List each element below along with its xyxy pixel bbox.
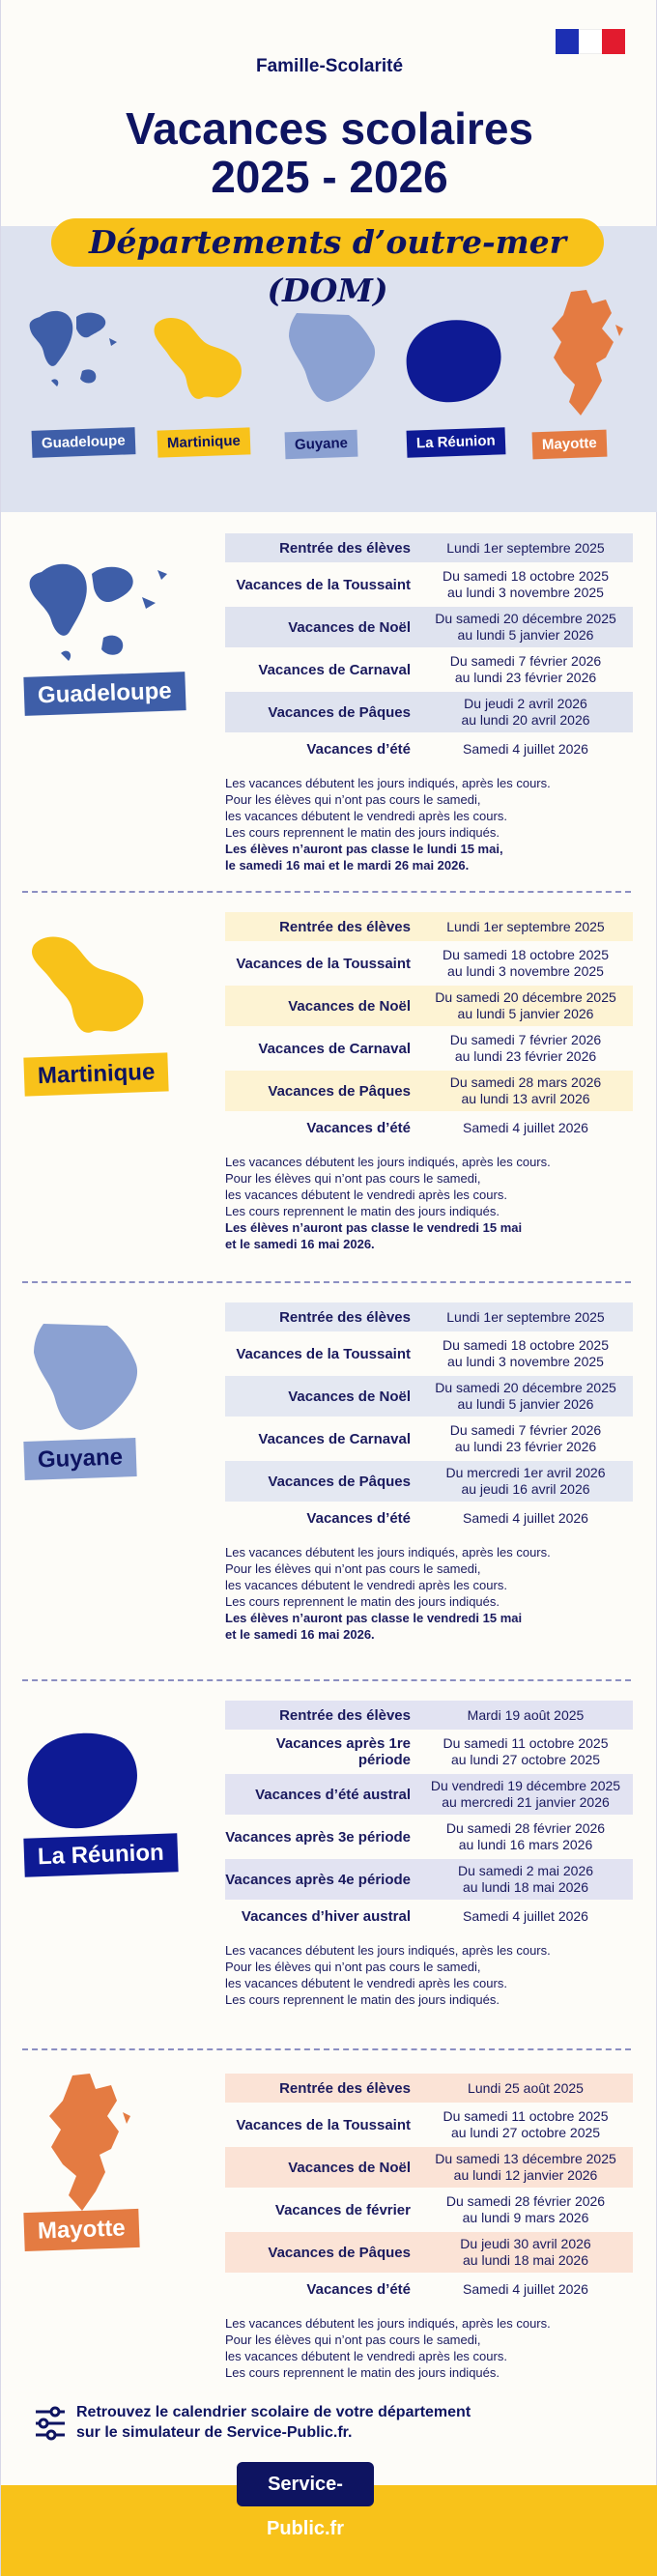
date-line: au lundi 9 mars 2026 bbox=[462, 2210, 589, 2225]
schedule-row bbox=[225, 2074, 633, 2103]
note-line: Les cours reprennent le matin des jours indiqués. bbox=[225, 1992, 500, 2007]
schedule-row bbox=[225, 1071, 633, 1111]
date-line: Du samedi 7 février 2026 bbox=[449, 1032, 602, 1047]
martinique-mini-map-icon bbox=[146, 311, 252, 408]
date-line: Du samedi 11 octobre 2025 bbox=[443, 1735, 609, 1751]
note-line-important: Les élèves n’auront pas classe le lundi 15 mai, bbox=[225, 842, 503, 856]
date-line: Du samedi 11 octobre 2025 bbox=[443, 2108, 609, 2124]
schedule-row bbox=[225, 1774, 633, 1815]
kicker-text: Famille-Scolarité bbox=[255, 56, 404, 76]
period-label: Vacances de Pâques bbox=[268, 703, 411, 721]
period-dates bbox=[418, 1337, 633, 1370]
note-line: les vacances débutent le vendredi après les cours. bbox=[225, 1188, 507, 1202]
schedule-row bbox=[225, 1113, 633, 1142]
period-dates bbox=[418, 1778, 633, 1811]
date-line: Du samedi 28 février 2026 bbox=[445, 2193, 606, 2209]
period-dates bbox=[418, 1820, 633, 1853]
section-notes bbox=[225, 2315, 641, 2381]
date-line: au lundi 5 janvier 2026 bbox=[457, 1006, 594, 1021]
note-line: Les cours reprennent le matin des jours indiqués. bbox=[225, 1204, 500, 1218]
date-line: au lundi 13 avril 2026 bbox=[461, 1091, 590, 1106]
date-line: Samedi 4 juillet 2026 bbox=[463, 1509, 588, 1526]
period-dates bbox=[418, 611, 633, 644]
date-line: Du samedi 20 décembre 2025 bbox=[435, 1380, 616, 1395]
section-notes bbox=[225, 1154, 641, 1252]
date-line: au lundi 12 janvier 2026 bbox=[453, 2167, 598, 2183]
page-title: Vacances scolaires 2025 - 2026 bbox=[126, 103, 533, 202]
period-dates bbox=[418, 1309, 633, 1326]
reunion-map-icon bbox=[20, 1728, 146, 1834]
period-label: Rentrée des élèves bbox=[279, 918, 411, 935]
period-dates bbox=[418, 741, 633, 758]
period-label: Vacances d’hiver austral bbox=[241, 1907, 411, 1925]
date-line: au lundi 3 novembre 2025 bbox=[447, 585, 604, 600]
martinique-label: Martinique bbox=[23, 1052, 169, 1096]
period-label: Vacances de Noël bbox=[288, 1388, 411, 1405]
date-line: au lundi 20 avril 2026 bbox=[461, 712, 590, 728]
period-dates bbox=[418, 2080, 633, 2097]
note-line: Les vacances débutent les jours indiqués, après les cours. bbox=[225, 1545, 551, 1560]
note-line: Les vacances débutent les jours indiqués, après les cours. bbox=[225, 1155, 551, 1169]
period-dates bbox=[418, 1380, 633, 1413]
section-notes bbox=[225, 1544, 641, 1643]
date-line: au lundi 27 octobre 2025 bbox=[450, 1752, 601, 1767]
date-line: Samedi 4 juillet 2026 bbox=[463, 1119, 588, 1135]
date-line: au lundi 5 janvier 2026 bbox=[457, 627, 594, 643]
date-line: Du samedi 13 décembre 2025 bbox=[435, 2151, 616, 2166]
note-line: les vacances débutent le vendredi après les cours. bbox=[225, 809, 507, 823]
schedule-row bbox=[225, 2190, 633, 2230]
period-label: Vacances d’été bbox=[306, 1119, 411, 1136]
period-dates bbox=[418, 1707, 633, 1724]
period-label: Vacances de février bbox=[274, 2201, 411, 2218]
period-label: Vacances de Pâques bbox=[268, 2244, 411, 2261]
date-line: Samedi 4 juillet 2026 bbox=[463, 740, 588, 757]
period-label: Rentrée des élèves bbox=[279, 1706, 411, 1724]
period-dates bbox=[418, 1863, 633, 1896]
schedule-row bbox=[225, 734, 633, 763]
period-label: Rentrée des élèves bbox=[279, 2079, 411, 2097]
date-line: Du samedi 28 février 2026 bbox=[445, 1820, 606, 1836]
period-dates bbox=[418, 2281, 633, 2298]
period-label: Vacances de Noël bbox=[288, 2159, 411, 2176]
period-label: Vacances de Pâques bbox=[268, 1082, 411, 1100]
martinique-mini-label: Martinique bbox=[157, 427, 251, 457]
guyane-map-icon bbox=[30, 1316, 146, 1442]
reunion-mini-label: La Réunion bbox=[407, 427, 506, 458]
note-line: Pour les élèves qui n’ont pas cours le samedi, bbox=[225, 1171, 481, 1186]
date-line: Lundi 1er septembre 2025 bbox=[446, 918, 605, 934]
date-line: au mercredi 21 janvier 2026 bbox=[442, 1794, 610, 1810]
period-label: Vacances d’été bbox=[306, 1509, 411, 1527]
period-label: Vacances de la Toussaint bbox=[236, 576, 411, 593]
schedule-row bbox=[225, 1503, 633, 1532]
schedule-row bbox=[225, 1902, 633, 1931]
note-line-important: et le samedi 16 mai 2026. bbox=[225, 1237, 375, 1251]
schedule-row bbox=[225, 1333, 633, 1374]
period-dates bbox=[418, 1032, 633, 1065]
note-line: les vacances débutent le vendredi après les cours. bbox=[225, 1976, 507, 1990]
date-line: au lundi 18 mai 2026 bbox=[463, 2252, 588, 2268]
reunion-label: La Réunion bbox=[23, 1833, 178, 1877]
period-dates bbox=[418, 1510, 633, 1527]
note-line-important: et le samedi 16 mai 2026. bbox=[225, 1627, 375, 1642]
schedule-row bbox=[225, 912, 633, 941]
period-dates bbox=[418, 653, 633, 686]
period-label: Vacances d’été bbox=[306, 2280, 411, 2298]
guadeloupe-mini-label: Guadeloupe bbox=[32, 427, 136, 458]
note-line-important: Les élèves n’auront pas classe le vendredi 15 mai bbox=[225, 1611, 523, 1625]
schedule-row bbox=[225, 1418, 633, 1459]
period-dates bbox=[418, 989, 633, 1022]
period-dates bbox=[418, 1422, 633, 1455]
period-label: Vacances d’été austral bbox=[255, 1786, 411, 1803]
date-line: Lundi 1er septembre 2025 bbox=[446, 539, 605, 556]
date-line: au lundi 5 janvier 2026 bbox=[457, 1396, 594, 1412]
section-divider bbox=[22, 891, 631, 893]
section-notes bbox=[225, 775, 641, 873]
guadeloupe-mini-map-icon bbox=[22, 300, 129, 419]
schedule-row bbox=[225, 649, 633, 690]
guyane-mini-map-icon bbox=[285, 305, 382, 412]
period-dates bbox=[418, 1735, 633, 1768]
period-label: Vacances de la Toussaint bbox=[236, 955, 411, 972]
date-line: au lundi 18 mai 2026 bbox=[463, 1879, 588, 1895]
schedule-row bbox=[225, 986, 633, 1026]
date-line: Du samedi 20 décembre 2025 bbox=[435, 989, 616, 1005]
note-line: Pour les élèves qui n’ont pas cours le samedi, bbox=[225, 2333, 481, 2347]
date-line: Du vendredi 19 décembre 2025 bbox=[430, 1778, 621, 1793]
schedule-row bbox=[225, 1302, 633, 1331]
period-dates bbox=[418, 2151, 633, 2184]
note-line: Pour les élèves qui n’ont pas cours le samedi, bbox=[225, 1960, 481, 1974]
date-line: Lundi 25 août 2025 bbox=[468, 2079, 584, 2096]
period-label: Vacances de Carnaval bbox=[258, 1430, 411, 1447]
period-dates bbox=[418, 1120, 633, 1136]
date-line: au lundi 23 février 2026 bbox=[454, 1439, 597, 1454]
footer-text: Retrouvez le calendrier scolaire de votre département sur le simulateur de Service-Public.fr. bbox=[76, 2404, 471, 2441]
schedule-row bbox=[225, 607, 633, 647]
period-dates bbox=[418, 2236, 633, 2269]
note-line: Les vacances débutent les jours indiqués, après les cours. bbox=[225, 776, 551, 790]
period-label: Vacances d’été bbox=[306, 740, 411, 758]
date-line: Du samedi 7 février 2026 bbox=[449, 653, 602, 669]
guyane-mini-label: Guyane bbox=[285, 430, 358, 460]
period-label: Vacances de la Toussaint bbox=[236, 1345, 411, 1362]
period-label: Vacances de Noël bbox=[288, 997, 411, 1015]
schedule-row bbox=[225, 564, 633, 605]
period-label: Vacances après 3e période bbox=[225, 1828, 411, 1846]
mayotte-mini-map-icon bbox=[542, 286, 629, 421]
guyane-label: Guyane bbox=[23, 1438, 136, 1480]
date-line: au lundi 27 octobre 2025 bbox=[450, 2125, 601, 2140]
date-line: au jeudi 16 avril 2026 bbox=[461, 1481, 590, 1497]
martinique-map-icon bbox=[22, 930, 167, 1045]
note-line: Les cours reprennent le matin des jours indiqués. bbox=[225, 1594, 500, 1609]
section-notes bbox=[225, 1942, 641, 2008]
period-dates bbox=[418, 1908, 633, 1925]
period-label: Vacances de Noël bbox=[288, 618, 411, 636]
mayotte-mini-label: Mayotte bbox=[532, 430, 608, 460]
period-dates bbox=[418, 540, 633, 557]
date-line: au lundi 23 février 2026 bbox=[454, 1048, 597, 1064]
period-label: Vacances de Carnaval bbox=[258, 1040, 411, 1057]
schedule-row bbox=[225, 943, 633, 984]
schedule-row bbox=[225, 1859, 633, 1900]
period-label: Vacances de Carnaval bbox=[258, 661, 411, 678]
period-label: Vacances après 4e période bbox=[225, 1871, 411, 1888]
note-line: Les cours reprennent le matin des jours indiqués. bbox=[225, 2365, 500, 2380]
period-dates bbox=[418, 2193, 633, 2226]
guadeloupe-label: Guadeloupe bbox=[23, 672, 186, 716]
date-line: Du jeudi 2 avril 2026 bbox=[464, 696, 587, 711]
section-divider bbox=[22, 1679, 631, 1681]
date-line: Du samedi 2 mai 2026 bbox=[457, 1863, 594, 1878]
date-line: Lundi 1er septembre 2025 bbox=[446, 1308, 605, 1325]
period-label: Vacances de Pâques bbox=[268, 1473, 411, 1490]
period-label: Vacances de la Toussaint bbox=[236, 2116, 411, 2133]
schedule-row bbox=[225, 1028, 633, 1069]
date-line: au lundi 3 novembre 2025 bbox=[447, 963, 604, 979]
schedule-row bbox=[225, 2104, 633, 2145]
note-line: les vacances débutent le vendredi après les cours. bbox=[225, 2349, 507, 2363]
note-line: Les vacances débutent les jours indiqués, après les cours. bbox=[225, 2316, 551, 2331]
period-dates bbox=[418, 1074, 633, 1107]
period-dates bbox=[418, 568, 633, 601]
schedule-row bbox=[225, 1461, 633, 1502]
date-line: Samedi 4 juillet 2026 bbox=[463, 1907, 588, 1924]
schedule-row bbox=[225, 692, 633, 732]
note-line: Les cours reprennent le matin des jours indiqués. bbox=[225, 825, 500, 840]
schedule-row bbox=[225, 1732, 633, 1772]
note-line: Les vacances débutent les jours indiqués, après les cours. bbox=[225, 1943, 551, 1958]
schedule-row bbox=[225, 1376, 633, 1417]
date-line: Du samedi 28 mars 2026 bbox=[449, 1074, 602, 1090]
date-line: Du samedi 20 décembre 2025 bbox=[435, 611, 616, 626]
date-line: Mardi 19 août 2025 bbox=[467, 1706, 585, 1723]
schedule-row bbox=[225, 2275, 633, 2304]
date-line: au lundi 16 mars 2026 bbox=[458, 1837, 593, 1852]
note-line-important: Les élèves n’auront pas classe le vendredi 15 mai bbox=[225, 1220, 523, 1235]
period-dates bbox=[418, 947, 633, 980]
mayotte-label: Mayotte bbox=[23, 2209, 139, 2251]
period-dates bbox=[418, 696, 633, 729]
schedule-row bbox=[225, 2147, 633, 2188]
note-line: les vacances débutent le vendredi après les cours. bbox=[225, 1578, 507, 1592]
section-divider bbox=[22, 2048, 631, 2050]
date-line: Du samedi 18 octobre 2025 bbox=[443, 1337, 609, 1353]
date-line: Du mercredi 1er avril 2026 bbox=[445, 1465, 606, 1480]
date-line: au lundi 23 février 2026 bbox=[454, 670, 597, 685]
date-line: Du samedi 7 février 2026 bbox=[449, 1422, 602, 1438]
schedule-row bbox=[225, 533, 633, 562]
schedule-row bbox=[225, 1817, 633, 1857]
note-line: Pour les élèves qui n’ont pas cours le samedi, bbox=[225, 792, 481, 807]
date-line: Du samedi 18 octobre 2025 bbox=[443, 947, 609, 962]
period-label: Vacances après 1re période bbox=[275, 1735, 411, 1768]
note-line: Pour les élèves qui n’ont pas cours le samedi, bbox=[225, 1561, 481, 1576]
note-line-important: le samedi 16 mai et le mardi 26 mai 2026. bbox=[225, 858, 470, 873]
schedule-row bbox=[225, 1701, 633, 1730]
section-divider bbox=[22, 1281, 631, 1283]
mayotte-map-icon bbox=[40, 2070, 136, 2215]
period-label: Rentrée des élèves bbox=[279, 1308, 411, 1326]
guadeloupe-map-icon bbox=[22, 553, 177, 678]
dom-subtitle-pill: Départements d’outre-mer (DOM) bbox=[51, 218, 604, 267]
period-dates bbox=[418, 1465, 633, 1498]
service-public-button[interactable]: Service-Public.fr bbox=[237, 2462, 374, 2506]
period-dates bbox=[418, 2108, 633, 2141]
date-line: Samedi 4 juillet 2026 bbox=[463, 2280, 588, 2297]
period-label: Rentrée des élèves bbox=[279, 539, 411, 557]
date-line: Du jeudi 30 avril 2026 bbox=[460, 2236, 591, 2251]
date-line: Du samedi 18 octobre 2025 bbox=[443, 568, 609, 584]
french-flag-logo bbox=[556, 29, 625, 54]
date-line: au lundi 3 novembre 2025 bbox=[447, 1354, 604, 1369]
reunion-mini-map-icon bbox=[401, 315, 507, 408]
period-dates bbox=[418, 919, 633, 935]
schedule-row bbox=[225, 2232, 633, 2273]
